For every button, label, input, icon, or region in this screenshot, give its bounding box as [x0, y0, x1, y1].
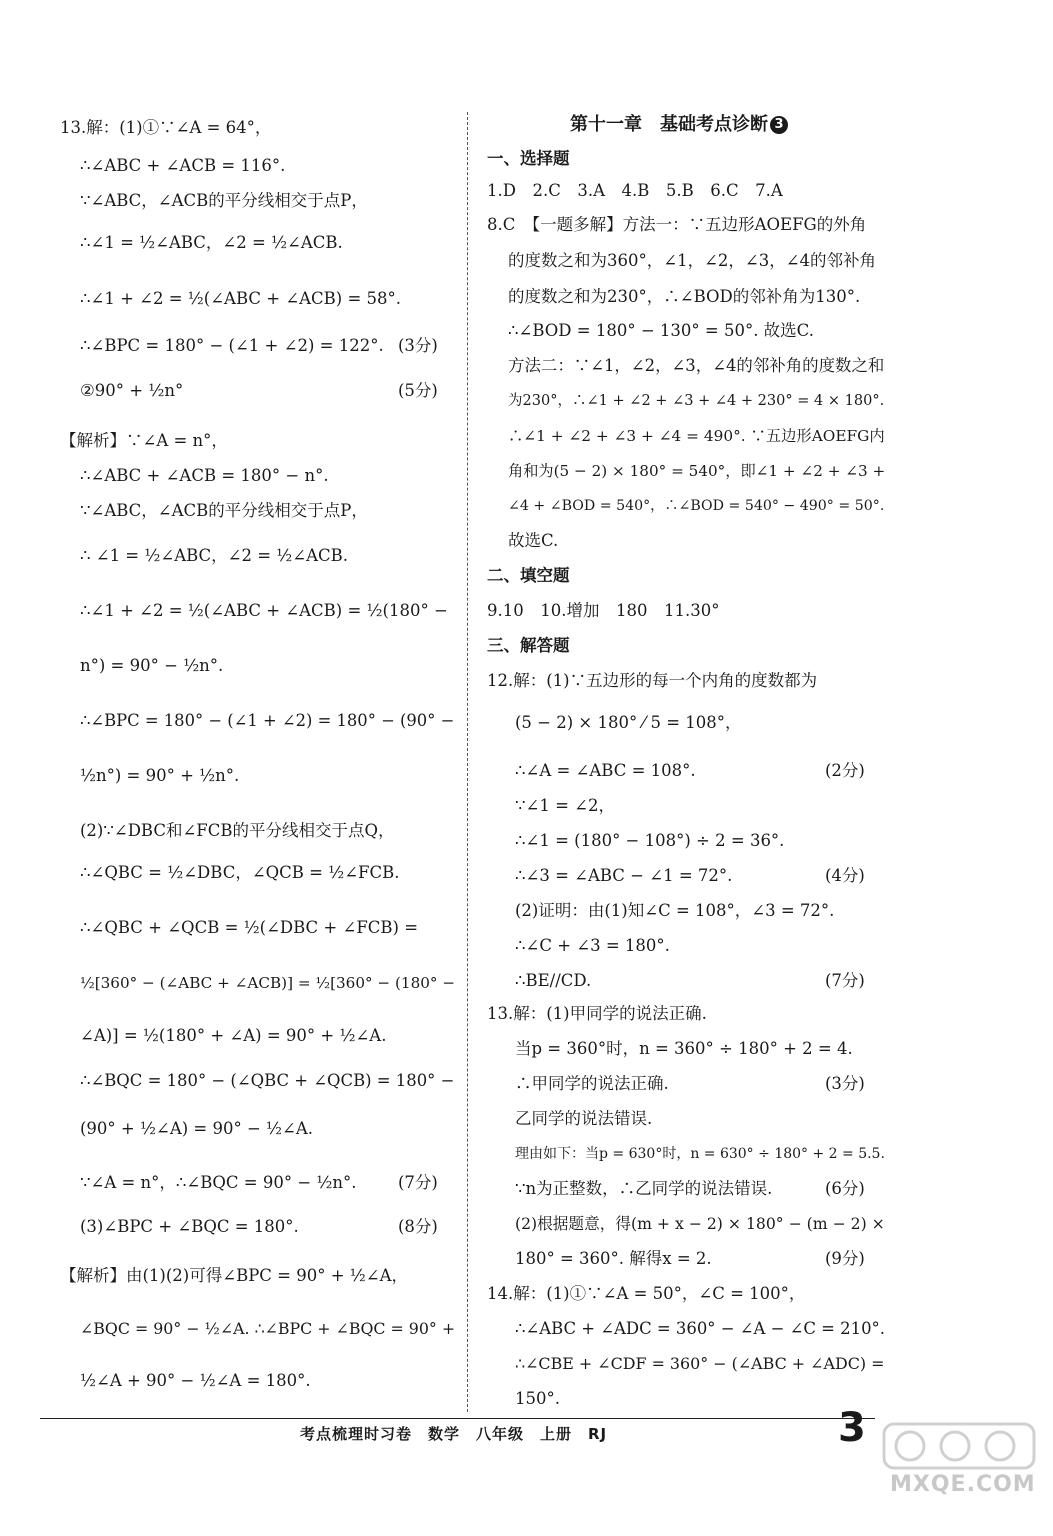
footer-rule: [40, 1418, 875, 1419]
right-text-line: ∵∠1 = ∠2，: [515, 796, 615, 815]
chapter-number-badge: 3: [770, 116, 788, 134]
right-text-line: ∴∠3 = ∠ABC − ∠1 = 72°.: [515, 866, 733, 885]
left-text-line: ∠A)] = ½(180° + ∠A) = 90° + ½∠A.: [80, 1026, 387, 1045]
right-text-line: (2)证明：由(1)知∠C = 108°，∠3 = 72°.: [515, 901, 835, 920]
left-text-line: ∵∠A = n°，∴∠BQC = 90° − ½n°.: [80, 1173, 357, 1192]
left-text-line: (90° + ½∠A) = 90° − ½∠A.: [80, 1119, 314, 1138]
right-score-mark: (3分): [825, 1074, 865, 1093]
right-score-mark: (9分): [825, 1249, 865, 1268]
right-text-line: 14.解：(1)①∵∠A = 50°，∠C = 100°，: [487, 1284, 806, 1303]
right-score-mark: (4分): [825, 866, 865, 885]
watermark-text: MXQE.COM: [890, 1472, 1036, 1497]
right-text-line: (5 − 2) × 180° ⁄ 5 = 108°，: [515, 713, 742, 732]
left-text-line: ½∠A + 90° − ½∠A = 180°.: [80, 1371, 311, 1390]
left-text-line: 13.解：(1)①∵∠A = 64°，: [60, 118, 272, 137]
left-text-line: ∵∠ABC，∠ACB的平分线相交于点P，: [80, 501, 368, 520]
right-text-line: 一、选择题: [487, 149, 570, 168]
right-text-line: 三、解答题: [487, 636, 570, 655]
page-number: 3: [838, 1405, 866, 1451]
left-text-line: ∴∠1 = ½∠ABC，∠2 = ½∠ACB.: [80, 233, 343, 252]
right-text-line: ∴∠C + ∠3 = 180°.: [515, 936, 670, 955]
right-text-line: 的度数之和为230°，∴∠BOD的邻补角为130°.: [508, 287, 861, 306]
left-text-line: ½n°) = 90° + ½n°.: [80, 766, 240, 785]
left-score-mark: (7分): [398, 1173, 438, 1192]
right-text-line: 12.解：(1)∵五边形的每一个内角的度数都为: [487, 671, 818, 690]
left-text-line: ∠BQC = 90° − ½∠A. ∴∠BPC + ∠BQC = 90° +: [80, 1319, 456, 1338]
right-text-line: ∴BE//CD.: [515, 971, 592, 990]
left-score-mark: (8分): [398, 1217, 438, 1236]
right-text-line: 故选C.: [508, 531, 559, 550]
left-score-mark: (5分): [398, 381, 438, 400]
right-text-line: 9.10 10.增加 180 11.30°: [487, 601, 720, 620]
right-text-line: 当p = 360°时，n = 360° ÷ 180° + 2 = 4.: [515, 1039, 853, 1058]
left-text-line: (2)∵∠DBC和∠FCB的平分线相交于点Q，: [80, 821, 395, 840]
right-text-line: ∴∠CBE + ∠CDF = 360° − (∠ABC + ∠ADC) =: [515, 1354, 885, 1373]
chapter-title: [570, 113, 788, 137]
left-text-line: ∴∠QBC = ½∠DBC，∠QCB = ½∠FCB.: [80, 863, 400, 882]
right-text-line: ∵n为正整数，∴乙同学的说法错误.: [515, 1179, 773, 1198]
right-text-line: 乙同学的说法错误.: [515, 1109, 653, 1128]
right-score-mark: (6分): [825, 1179, 865, 1198]
left-text-line: 【解析】由(1)(2)可得∠BPC = 90° + ½∠A，: [60, 1266, 409, 1285]
right-text-line: 1.D 2.C 3.A 4.B 5.B 6.C 7.A: [487, 181, 783, 200]
left-text-line: ∴∠BQC = 180° − (∠QBC + ∠QCB) = 180° −: [80, 1071, 455, 1090]
left-text-line: 【解析】∵∠A = n°，: [60, 431, 228, 450]
right-text-line: 的度数之和为360°，∠1，∠2，∠3，∠4的邻补角: [508, 251, 877, 270]
left-text-line: ∴∠1 + ∠2 = ½(∠ABC + ∠ACB) = 58°.: [80, 289, 402, 308]
right-text-line: 180° = 360°. 解得x = 2.: [515, 1249, 712, 1268]
right-text-line: 13.解：(1)甲同学的说法正确.: [487, 1004, 707, 1023]
right-text-line: 150°.: [515, 1389, 560, 1408]
right-score-mark: (2分): [825, 761, 865, 780]
watermark-logo-icon: [880, 1418, 1040, 1472]
column-divider: [467, 112, 468, 1412]
right-text-line: 角和为(5 − 2) × 180° = 540°，即∠1 + ∠2 + ∠3 +: [508, 462, 886, 480]
right-text-line: 方法二：∵∠1，∠2，∠3，∠4的邻补角的度数之和: [508, 356, 885, 375]
right-text-line: 二、填空题: [487, 566, 570, 585]
right-text-line: ∴∠BOD = 180° − 130° = 50°. 故选C.: [508, 321, 814, 340]
right-text-line: ∴∠ABC + ∠ADC = 360° − ∠A − ∠C = 210°.: [515, 1319, 885, 1338]
left-text-line: ∴∠QBC + ∠QCB = ½(∠DBC + ∠FCB) =: [80, 918, 419, 937]
right-text-line: 理由如下：当p = 630°时，n = 630° ÷ 180° + 2 = 5.5.: [515, 1146, 885, 1162]
right-text-line: ∴∠1 + ∠2 + ∠3 + ∠4 = 490°. ∵五边形AOEFG内: [508, 427, 885, 445]
left-text-line: ∴∠ABC + ∠ACB = 180° − n°.: [80, 466, 329, 485]
footer-text: 考点梳理时习卷 数学 八年级 上册 RJ: [300, 1425, 608, 1443]
left-text-line: n°) = 90° − ½n°.: [80, 656, 224, 675]
left-text-line: ②90° + ½n°: [80, 381, 184, 400]
left-text-line: (3)∠BPC + ∠BQC = 180°.: [80, 1217, 299, 1236]
left-score-mark: (3分): [398, 336, 438, 355]
left-text-line: ∵∠ABC，∠ACB的平分线相交于点P，: [80, 191, 368, 210]
right-score-mark: (7分): [825, 971, 865, 990]
left-text-line: ∴ ∠1 = ½∠ABC，∠2 = ½∠ACB.: [80, 546, 349, 565]
left-text-line: ∴∠BPC = 180° − (∠1 + ∠2) = 180° − (90° −: [80, 711, 455, 730]
right-text-line: 8.C 【一题多解】方法一：∵五边形AOEFG的外角: [487, 215, 867, 234]
left-text-line: ½[360° − (∠ABC + ∠ACB)] = ½[360° − (180° −: [80, 974, 456, 992]
right-text-line: (2)根据题意，得(m + x − 2) × 180° − (m − 2) ×: [515, 1214, 885, 1233]
right-text-line: ∴甲同学的说法正确.: [515, 1074, 669, 1093]
right-text-line: 为230°，∴∠1 + ∠2 + ∠3 + ∠4 + 230° = 4 × 180°.: [508, 393, 885, 409]
left-text-line: ∴∠ABC + ∠ACB = 116°.: [80, 156, 286, 175]
right-text-line: ∴∠1 = (180° − 108°) ÷ 2 = 36°.: [515, 831, 785, 850]
chapter-title-text: 第十一章 基础考点诊断: [570, 114, 768, 135]
left-text-line: ∴∠1 + ∠2 = ½(∠ABC + ∠ACB) = ½(180° −: [80, 601, 448, 620]
right-text-line: ∴∠A = ∠ABC = 108°.: [515, 761, 696, 780]
right-text-line: ∠4 + ∠BOD = 540°，∴∠BOD = 540° − 490° = 50°.: [508, 498, 885, 514]
left-text-line: ∴∠BPC = 180° − (∠1 + ∠2) = 122°.: [80, 336, 384, 355]
